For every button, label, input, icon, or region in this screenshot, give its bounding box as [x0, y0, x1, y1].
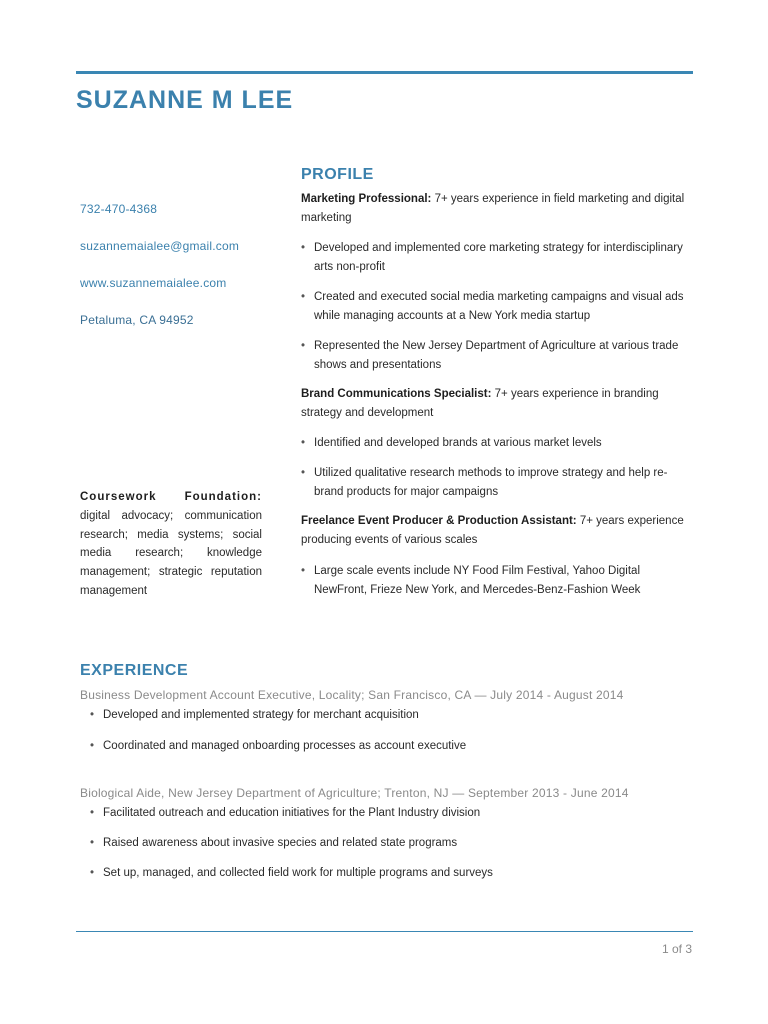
contact-location: Petaluma, CA 94952 — [80, 313, 194, 327]
job-bullet: • Set up, managed, and collected field work for multiple programs and surveys — [90, 864, 690, 882]
profile-role-2 — [301, 385, 693, 422]
resume-name: SUZANNE M LEE — [76, 86, 294, 114]
job-bullet: • Facilitated outreach and education initiatives for the Plant Industry division — [90, 804, 690, 822]
role-summary: 7+ years experience in branding strategy and development — [301, 388, 659, 419]
profile-bullet: • Created and executed social media marketing campaigns and visual ads while managing accounts at a New York media startup — [301, 288, 693, 325]
experience-title: EXPERIENCE — [80, 662, 189, 679]
top-rule — [76, 71, 693, 74]
contact-phone[interactable]: 732-470-4368 — [80, 202, 158, 216]
profile-title: PROFILE — [301, 166, 374, 183]
coursework-label: Coursework Foundation: — [80, 491, 262, 503]
profile-bullet: • Utilized qualitative research methods to improve strategy and help re-brand products for major campaigns — [301, 464, 693, 501]
role-summary: 7+ years experience producing events of various scales — [301, 515, 684, 546]
profile-bullet: • Large scale events include NY Food Film Festival, Yahoo Digital NewFront, Frieze New York, and Mercedes-Benz-Fashion Week — [301, 562, 693, 599]
page-number: 1 of 3 — [661, 942, 692, 956]
contact-email[interactable]: suzannemaialee@gmail.com — [80, 239, 240, 253]
coursework-block — [80, 488, 262, 601]
contact-website[interactable]: www.suzannemaialee.com — [80, 276, 227, 290]
job-bullet: • Coordinated and managed onboarding processes as account executive — [90, 737, 690, 755]
bottom-rule — [76, 931, 693, 932]
profile-role-3 — [301, 512, 693, 549]
profile-bullet: • Developed and implemented core marketing strategy for interdisciplinary arts non-profit — [301, 239, 693, 276]
role-name: Marketing Professional: — [301, 193, 432, 205]
role-summary: 7+ years experience in field marketing and digital marketing — [301, 193, 685, 224]
coursework-text: digital advocacy; communication research; media systems; social media research; knowledge management; strategic reputation management — [80, 509, 262, 597]
role-name: Brand Communications Specialist: — [301, 388, 492, 400]
job-bullet: • Developed and implemented strategy for merchant acquisition — [90, 706, 690, 724]
profile-bullet: • Identified and developed brands at various market levels — [301, 434, 693, 453]
profile-bullet: • Represented the New Jersey Department of Agriculture at various trade shows and presentations — [301, 337, 693, 374]
job-heading: Business Development Account Executive, Locality; San Francisco, CA — July 2014 - August 2014 — [80, 688, 624, 702]
job-bullet: • Raised awareness about invasive species and related state programs — [90, 834, 690, 852]
job-heading: Biological Aide, New Jersey Department of Agriculture; Trenton, NJ — September 2013 - June 2014 — [80, 786, 629, 800]
profile-role-1 — [301, 190, 693, 227]
role-name: Freelance Event Producer & Production Assistant: — [301, 515, 577, 527]
